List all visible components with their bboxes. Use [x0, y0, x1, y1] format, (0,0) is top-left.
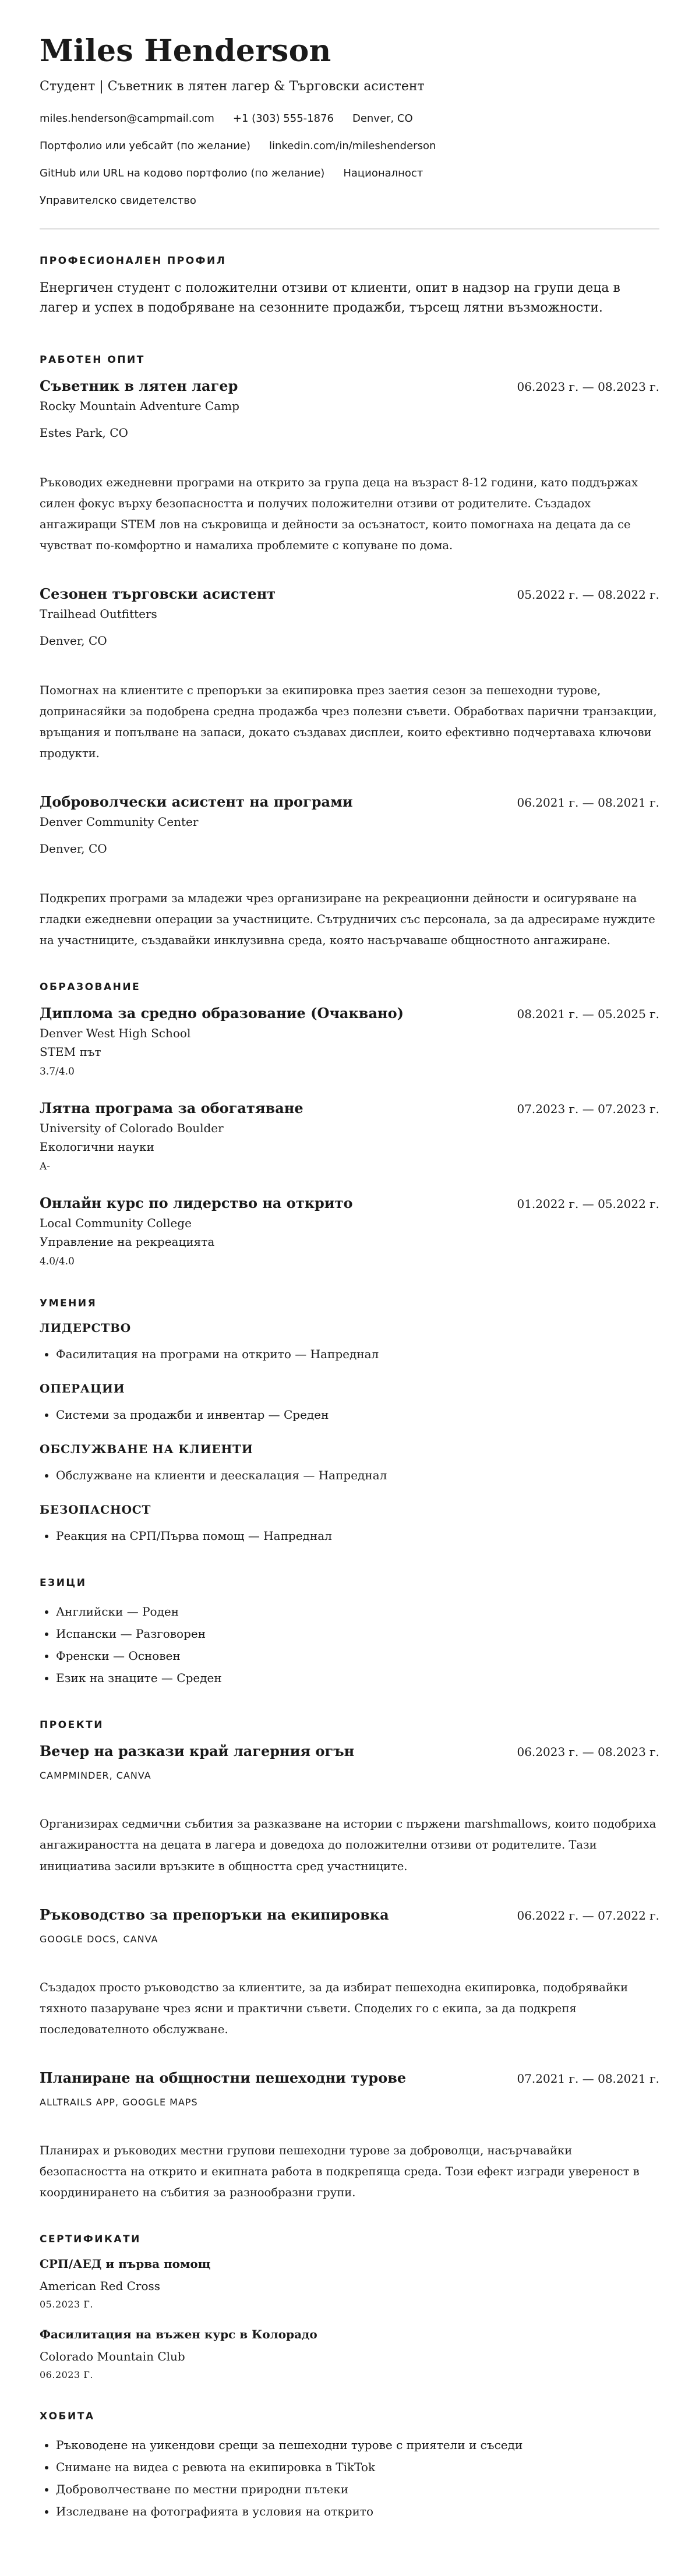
- language-item: • Испански — Разговорен: [56, 1623, 659, 1645]
- job-location: Estes Park, CO: [40, 425, 128, 440]
- skill-item: • Реакция на СРП/Първа помощ — Напреднал: [56, 1525, 659, 1547]
- project-description: Планирах и ръководих местни групови пешеходни турове за доброволци, насърчавайки безопасността на открито и екипната работа в подкрепяща среда. Този ефект изгради увереност в координирането на събития за разнообразни групи.: [40, 2143, 640, 2199]
- skill-group-title: ОПЕРАЦИИ: [40, 1381, 125, 1396]
- skill-item: • Системи за продажби и инвентар — Среден: [56, 1404, 659, 1426]
- certificate-entry: [40, 2257, 659, 2310]
- experience-entry: [40, 793, 659, 951]
- skill-group: [40, 1503, 659, 1547]
- education-entry: [40, 1005, 659, 1077]
- contact-row-1: [40, 111, 659, 126]
- hobby-item: • Доброволчестване по местни природни пътеки: [56, 2478, 659, 2500]
- skill-group-title: БЕЗОПАСНОСТ: [40, 1503, 151, 1517]
- job-dates: 05.2022 г. — 08.2022 г.: [517, 587, 659, 602]
- hobbies-section: [40, 2411, 659, 2522]
- education-dates: 08.2021 г. — 05.2025 г.: [517, 1007, 659, 1022]
- education-section: [40, 981, 659, 1267]
- languages-section: [40, 1577, 659, 1689]
- profile-summary: Енергичен студент с положителни отзиви от клиенти, опит в надзор на групи деца в лагер и успех в подобряване на сезонните продажби, търсещ лятни възможности.: [40, 280, 620, 315]
- project-tools: GOOGLE DOCS, CANVA: [40, 1933, 158, 1945]
- certificate-entry: [40, 2327, 659, 2380]
- project-entry: [40, 1743, 659, 1877]
- contact-row-4: [40, 193, 659, 208]
- job-title: Сезонен търговски асистент: [40, 585, 276, 602]
- job-dates: 06.2021 г. — 08.2021 г.: [517, 796, 659, 810]
- certificate-issuer: Colorado Mountain Club: [40, 2349, 185, 2363]
- project-tools: ALLTRAILS APP, GOOGLE MAPS: [40, 2096, 198, 2108]
- project-title: Вечер на разкази край лагерния огън: [40, 1743, 355, 1760]
- field-of-study: STEM път: [40, 1045, 101, 1059]
- section-title-skills: УМЕНИЯ: [40, 1298, 97, 1310]
- skills-section: [40, 1298, 659, 1547]
- skill-group-title: ОБСЛУЖВАНЕ НА КЛИЕНТИ: [40, 1442, 253, 1457]
- degree-title: Онлайн курс по лидерство на открито: [40, 1195, 353, 1212]
- candidate-headline: Студент | Съветник в лятен лагер & Търговски асистент: [40, 79, 425, 94]
- project-description: Организирах седмични събития за разказване на истории с пържени marshmallows, които подобриха ангажираността на децата в лагера и доведоха до положителни отзиви от родителите. Тази инициатива засили връзките в общността сред участниците.: [40, 1817, 656, 1873]
- degree-title: Диплома за средно образование (Очаквано): [40, 1005, 404, 1022]
- project-dates: 07.2021 г. — 08.2021 г.: [517, 2071, 659, 2086]
- education-entry: [40, 1195, 659, 1267]
- education-dates: 01.2022 г. — 05.2022 г.: [517, 1197, 659, 1211]
- language-item: • Език на знаците — Среден: [56, 1667, 659, 1689]
- education-entry: [40, 1100, 659, 1172]
- language-item: • Френски — Основен: [56, 1645, 659, 1667]
- job-dates: 06.2023 г. — 08.2023 г.: [517, 379, 659, 394]
- skill-group: [40, 1381, 659, 1426]
- grade-text: 3.7/4.0: [40, 1066, 75, 1078]
- license-text: Управителско свидетелство: [40, 195, 196, 207]
- hobby-item: • Ръководене на уикендови срещи за пешеходни турове с приятели и съседи: [56, 2434, 659, 2456]
- section-title-experience: РАБОТЕН ОПИТ: [40, 354, 145, 366]
- email-link[interactable]: miles.henderson@campmail.com: [40, 112, 214, 125]
- education-dates: 07.2023 г. — 07.2023 г.: [517, 1102, 659, 1116]
- grade-text: 4.0/4.0: [40, 1256, 75, 1268]
- project-title: Планиране на общностни пешеходни турове: [40, 2069, 407, 2086]
- section-title-education: ОБРАЗОВАНИЕ: [40, 981, 141, 994]
- job-description: Подкрепих програми за младежи чрез организиране на рекреационни дейности и осигуряване на гладки ежедневни операции за участниците. Сътрудничих със персонала, за да адресираме нуждите на участниците, създавайки инклузивна среда, която насърчаваше общностното ангажиране.: [40, 892, 655, 948]
- degree-title: Лятна програма за обогатяване: [40, 1100, 303, 1117]
- phone-number: +1 (303) 555-1876: [232, 112, 334, 125]
- project-entry: [40, 2069, 659, 2203]
- skill-group-title: ЛИДЕРСТВО: [40, 1321, 131, 1335]
- section-title-profile: ПРОФЕСИОНАЛЕН ПРОФИЛ: [40, 255, 227, 267]
- location-text: Denver, CO: [352, 112, 413, 125]
- project-dates: 06.2022 г. — 07.2022 г.: [517, 1908, 659, 1923]
- certificate-title: Фасилитация на въжен курс в Колорадо: [40, 2327, 317, 2341]
- job-location: Denver, CO: [40, 633, 107, 648]
- section-title-certificates: СЕРТИФИКАТИ: [40, 2233, 141, 2245]
- experience-entry: [40, 585, 659, 764]
- experience-section: [40, 354, 659, 952]
- section-title-hobbies: ХОБИТА: [40, 2410, 95, 2422]
- employer-name: Rocky Mountain Adventure Camp: [40, 398, 239, 413]
- project-tools: CAMPMINDER, CANVA: [40, 1770, 151, 1782]
- skill-item: • Фасилитация на програми на открито — Напреднал: [56, 1343, 659, 1365]
- skill-group: [40, 1321, 659, 1365]
- certificate-issuer: American Red Cross: [40, 2278, 161, 2293]
- profile-section: [40, 255, 659, 318]
- contact-row-3: [40, 166, 659, 181]
- school-name: University of Colorado Boulder: [40, 1121, 224, 1136]
- projects-section: [40, 1719, 659, 2203]
- nationality-text: Националност: [343, 167, 423, 180]
- employer-name: Denver Community Center: [40, 815, 199, 829]
- section-title-languages: ЕЗИЦИ: [40, 1577, 87, 1589]
- github-link[interactable]: GitHub или URL на кодово портфолио (по желание): [40, 167, 325, 180]
- section-title-projects: ПРОЕКТИ: [40, 1719, 104, 1732]
- skill-group: [40, 1442, 659, 1486]
- certificate-title: СРП/АЕД и първа помощ: [40, 2256, 211, 2271]
- hobby-item: • Снимане на видеа с ревюта на екипировка в TikTok: [56, 2456, 659, 2478]
- school-name: Local Community College: [40, 1216, 192, 1231]
- job-description: Ръководих ежедневни програми на открито за група деца на възраст 8-12 години, като поддържах силен фокус върху безопасността и получих положителни отзиви от родителите. Създадох ангажиращи STEM лов на съкровища и дейности за осъзнатост, които помогнаха на децата да се чувстват по-комфортно и намалиха проблемите с копуване по дома.: [40, 475, 638, 552]
- certificate-date: 05.2023 Г.: [40, 2298, 93, 2310]
- certificate-date: 06.2023 Г.: [40, 2369, 93, 2380]
- certificates-section: [40, 2234, 659, 2380]
- header-divider: [40, 228, 659, 229]
- field-of-study: Управление на рекреацията: [40, 1235, 215, 1249]
- school-name: Denver West High School: [40, 1026, 191, 1041]
- project-dates: 06.2023 г. — 08.2023 г.: [517, 1745, 659, 1759]
- portfolio-link[interactable]: Портфолио или уебсайт (по желание): [40, 139, 250, 152]
- candidate-name: Miles Henderson: [40, 33, 331, 69]
- project-description: Създадох просто ръководство за клиентите, за да избират пешеходна екипировка, подобрявайки тяхното пазаруване чрез ясни и практични съвети. Споделих го с екипа, за да подкрепя последователното обслужване.: [40, 1980, 629, 2036]
- employer-name: Trailhead Outfitters: [40, 606, 157, 621]
- job-description: Помогнах на клиентите с препоръки за екипировка през заетия сезон за пешеходни турове, допринасяйки за подобрена средна продажба чрез полезни съвети. Обработвах парични транзакции, връщания и попълване на запаси, докато създавах дисплеи, които ефективно подчертаваха ключови продукти.: [40, 683, 657, 761]
- experience-entry: [40, 377, 659, 556]
- linkedin-link[interactable]: linkedin.com/in/mileshenderson: [269, 139, 436, 152]
- field-of-study: Екологични науки: [40, 1140, 154, 1154]
- job-title: Съветник в лятен лагер: [40, 377, 238, 394]
- project-title: Ръководство за препоръки на екипировка: [40, 1906, 389, 1923]
- hobby-item: • Изследване на фотографията в условия на открито: [56, 2500, 659, 2522]
- job-title: Доброволчески асистент на програми: [40, 793, 353, 811]
- contact-row-2: [40, 139, 659, 153]
- grade-text: A-: [40, 1161, 51, 1173]
- skill-item: • Обслужване на клиенти и деескалация — Напреднал: [56, 1464, 659, 1486]
- job-location: Denver, CO: [40, 842, 107, 856]
- language-item: • Английски — Роден: [56, 1600, 659, 1623]
- project-entry: [40, 1906, 659, 2040]
